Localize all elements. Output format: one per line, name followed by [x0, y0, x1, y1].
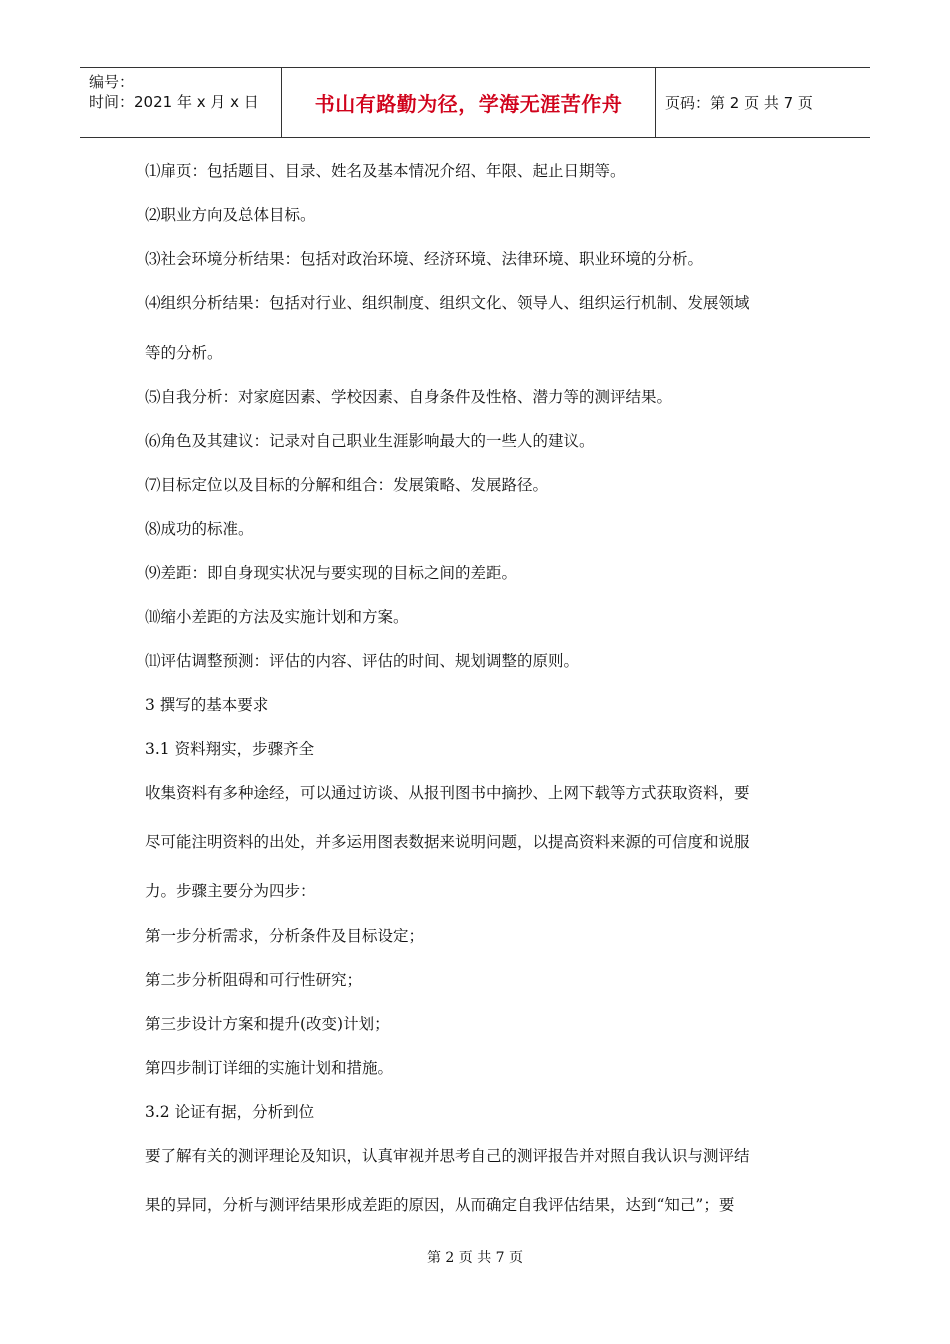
page-header	[80, 67, 870, 138]
text-line: ⑻成功的标准。	[145, 520, 254, 538]
text-line: 第四步制订详细的实施计划和措施。	[145, 1059, 394, 1077]
text-line: ⑷组织分析结果：包括对行业、组织制度、组织文化、领导人、组织运行机制、发展领域	[145, 294, 750, 312]
text-line: 第一步分析需求，分析条件及目标设定；	[145, 927, 425, 945]
text-line: ⑶社会环境分析结果：包括对政治环境、经济环境、法律环境、职业环境的分析。	[145, 250, 704, 268]
text-line: ⑴扉页：包括题目、目录、姓名及基本情况介绍、年限、起止日期等。	[145, 162, 626, 180]
header-motto-cell	[282, 68, 656, 137]
text-line: ⑼差距：即自身现实状况与要实现的目标之间的差距。	[145, 564, 518, 582]
text-line: 第二步分析阻碍和可行性研究；	[145, 971, 363, 989]
page-footer: 第 2 页 共 7 页	[426, 1250, 524, 1266]
text-line: ⑹角色及其建议：记录对自己职业生涯影响最大的一些人的建议。	[145, 432, 595, 450]
text-line: ⑸自我分析：对家庭因素、学校因素、自身条件及性格、潜力等的测评结果。	[145, 388, 673, 406]
text-line: 要了解有关的测评理论及知识，认真审视并思考自己的测评报告并对照自我认识与测评结	[145, 1147, 750, 1165]
text-line: 力。步骤主要分为四步：	[145, 882, 316, 900]
subsection-heading: 3.1 资料翔实，步骤齐全	[145, 740, 315, 758]
text-line: 收集资料有多种途经，可以通过访谈、从报刊图书中摘抄、上网下载等方式获取资料，要	[145, 784, 750, 802]
section-heading: 3 撰写的基本要求	[145, 696, 269, 714]
text-line: ⑺目标定位以及目标的分解和组合：发展策略、发展路径。	[145, 476, 549, 494]
header-motto: 书山有路勤为径，学海无涯苦作舟	[314, 92, 623, 116]
header-page-cell	[656, 68, 870, 137]
document-number-label: 编号：	[89, 73, 135, 91]
subsection-heading: 3.2 论证有据，分析到位	[145, 1103, 315, 1121]
header-page-number: 页码：第 2 页 共 7 页	[665, 94, 813, 112]
text-line: ⑵职业方向及总体目标。	[145, 206, 316, 224]
text-line: ⑾评估调整预测：评估的内容、评估的时间、规划调整的原则。	[145, 652, 580, 670]
document-time-label: 时间：2021 年 x 月 x 日	[89, 93, 259, 111]
text-line: ⑽缩小差距的方法及实施计划和方案。	[145, 608, 409, 626]
text-line: 等的分析。	[145, 344, 223, 362]
text-line: 尽可能注明资料的出处，并多运用图表数据来说明问题，以提高资料来源的可信度和说服	[145, 833, 750, 851]
text-line: 果的异同，分析与测评结果形成差距的原因，从而确定自我评估结果，达到“知己”；要	[145, 1196, 735, 1214]
header-meta	[80, 68, 282, 137]
text-line: 第三步设计方案和提升(改变)计划；	[145, 1015, 390, 1033]
